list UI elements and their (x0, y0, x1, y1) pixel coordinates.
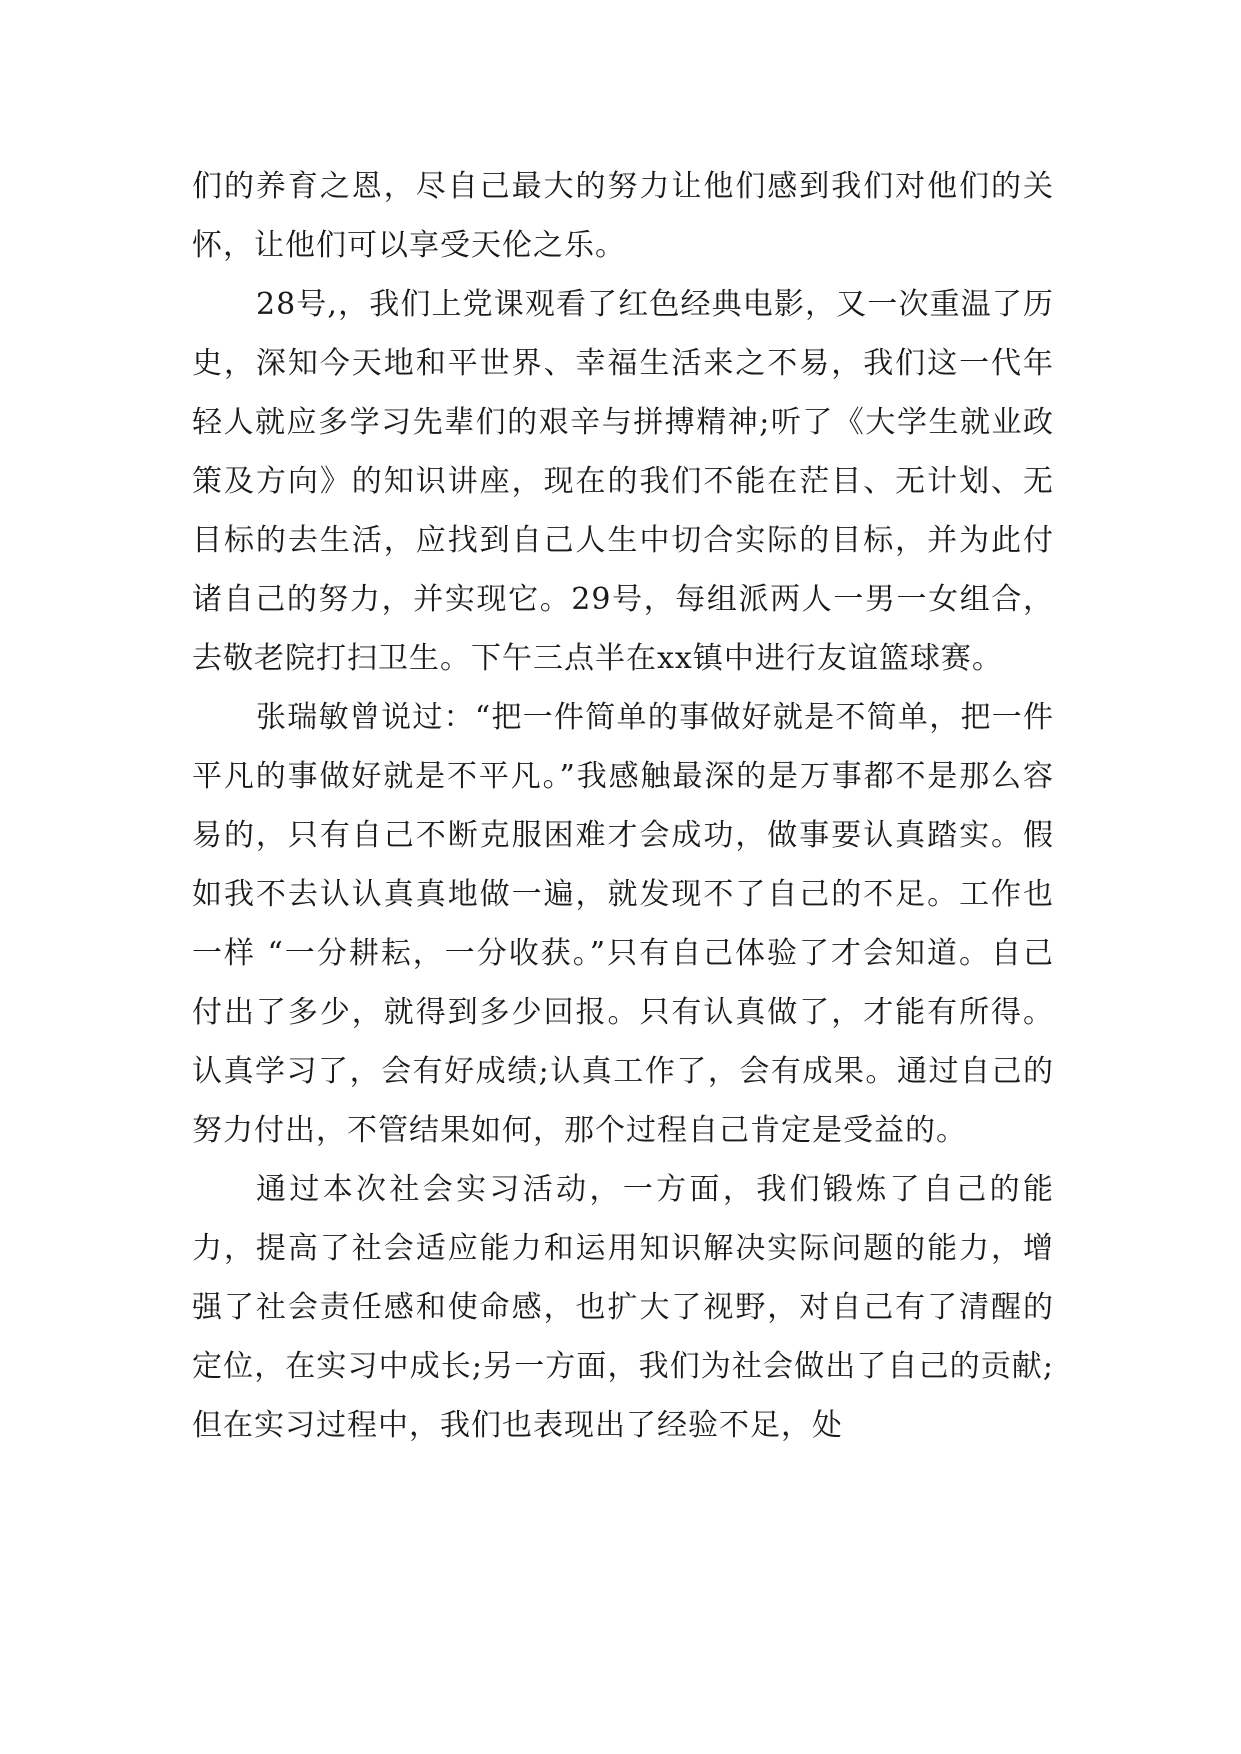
paragraph-2: 28号,，我们上党课观看了红色经典电影，又一次重温了历史，深知今天地和平世界、幸福生活来之不易，我们这一代年轻人就应多学习先辈们的艰辛与拼搏精神;听了《大学生就业政策及方向》的知识讲座，现在的我们不能在茫目、无计划、无目标的去生活，应找到自己人生中切合实际的目标，并为此付诸自己的努力，并实现它。29号，每组派两人一男一女组合，去敬老院打扫卫生。下午三点半在xx镇中进行友谊篮球赛。 (192, 287, 1054, 676)
paragraph-3: 张瑞敏曾说过：“把一件简单的事做好就是不简单，把一件平凡的事做好就是不平凡。”我感触最深的是万事都不是那么容易的，只有自己不断克服困难才会成功，做事要认真踏实。假如我不去认认真真地做一遍，就发现不了自己的不足。工作也一样 “一分耕耘，一分收获。”只有自己体验了才会知道。自己付出了多少，就得到多少回报。只有认真做了，才能有所得。认真学习了，会有好成绩;认真工作了，会有成果。通过自己的努力付出，不管结果如何，那个过程自己肯定是受益的。 (192, 700, 1054, 1148)
paragraph-4: 通过本次社会实习活动，一方面，我们锻炼了自己的能力，提高了社会适应能力和运用知识解决实际问题的能力，增强了社会责任感和使命感，也扩大了视野，对自己有了清醒的定位，在实习中成长;另一方面，我们为社会做出了自己的贡献;但在实习过程中，我们也表现出了经验不足，处 (192, 1172, 1054, 1443)
document-body (192, 157, 1054, 1455)
paragraph-1: 们的养育之恩，尽自己最大的努力让他们感到我们对他们的关怀，让他们可以享受天伦之乐。 (192, 169, 1054, 263)
